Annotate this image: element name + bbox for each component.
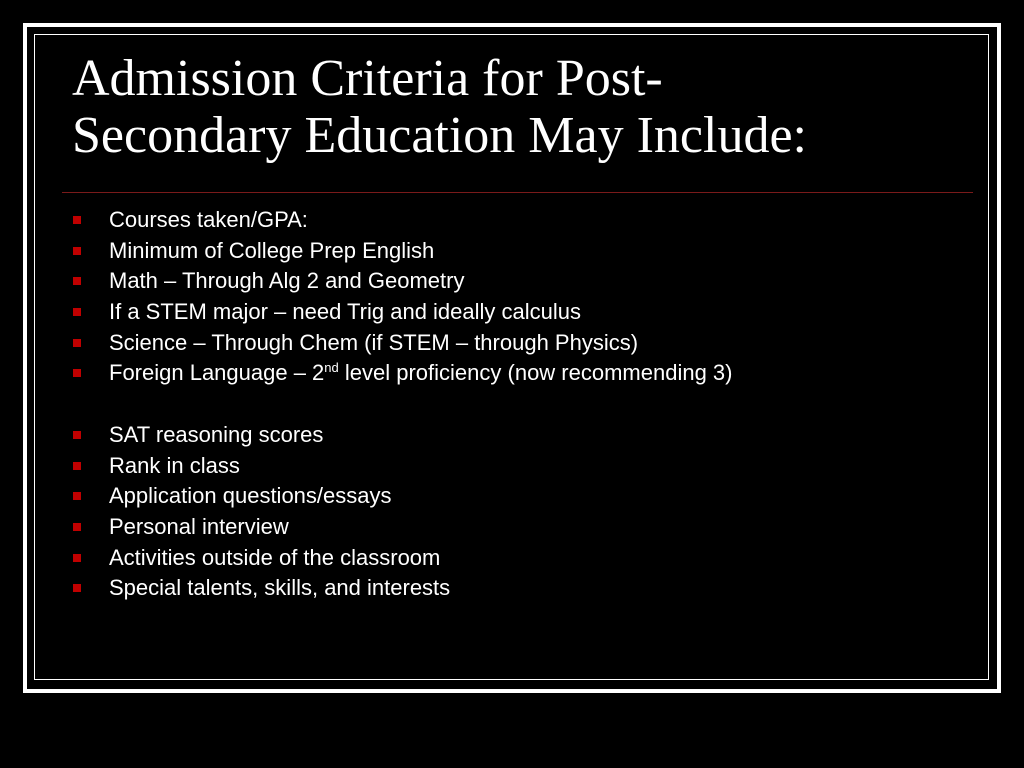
- list-item: [70, 420, 970, 451]
- list-item: [70, 328, 970, 359]
- list-item-text: Application questions/essays: [109, 483, 392, 509]
- list-item-text: Minimum of College Prep English: [109, 237, 435, 263]
- slide-title-line-2: Secondary Education May Include:: [72, 107, 807, 164]
- list-item-text: Rank in class: [109, 452, 240, 478]
- square-bullet-icon: [73, 308, 81, 316]
- slide-title: [72, 50, 972, 164]
- list-item-text: Math – Through Alg 2 and Geometry: [109, 268, 465, 294]
- list-item: [70, 543, 970, 574]
- foreign-language-text-start: Foreign Language – 2: [109, 360, 325, 386]
- list-item: [70, 481, 970, 512]
- bullet-list: [70, 205, 970, 604]
- list-item: [70, 512, 970, 543]
- list-item: [70, 573, 970, 604]
- list-item-text: Activities outside of the classroom: [109, 544, 441, 570]
- foreign-language-superscript: nd: [324, 360, 339, 376]
- foreign-language-text-end: level proficiency (now recommending 3): [338, 360, 733, 386]
- square-bullet-icon: [73, 339, 81, 347]
- square-bullet-icon: [73, 462, 81, 470]
- list-item-text: Courses taken/GPA:: [109, 207, 308, 232]
- list-item: [70, 297, 970, 328]
- square-bullet-icon: [73, 584, 81, 592]
- square-bullet-icon: [73, 492, 81, 500]
- list-item-foreign-language: [70, 358, 970, 389]
- list-item-text: Special talents, skills, and interests: [109, 575, 451, 601]
- square-bullet-icon: [73, 369, 81, 377]
- square-bullet-icon: [73, 277, 81, 285]
- square-bullet-icon: [73, 554, 81, 562]
- title-divider: [62, 192, 973, 193]
- list-item: [70, 266, 970, 297]
- square-bullet-icon: [73, 523, 81, 531]
- list-spacer: [70, 389, 970, 420]
- square-bullet-icon: [73, 247, 81, 255]
- list-item-text: SAT reasoning scores: [109, 421, 324, 447]
- list-item-text: Science – Through Chem (if STEM – through Physics): [109, 329, 639, 355]
- slide-title-line-1: Admission Criteria for Post-: [72, 50, 663, 107]
- list-item-text: Personal interview: [109, 513, 289, 539]
- square-bullet-icon: [73, 431, 81, 439]
- list-item: [70, 451, 970, 482]
- square-bullet-icon: [73, 216, 81, 224]
- list-item: [70, 205, 970, 236]
- list-item: [70, 236, 970, 267]
- list-item-text: If a STEM major – need Trig and ideally calculus: [109, 299, 582, 325]
